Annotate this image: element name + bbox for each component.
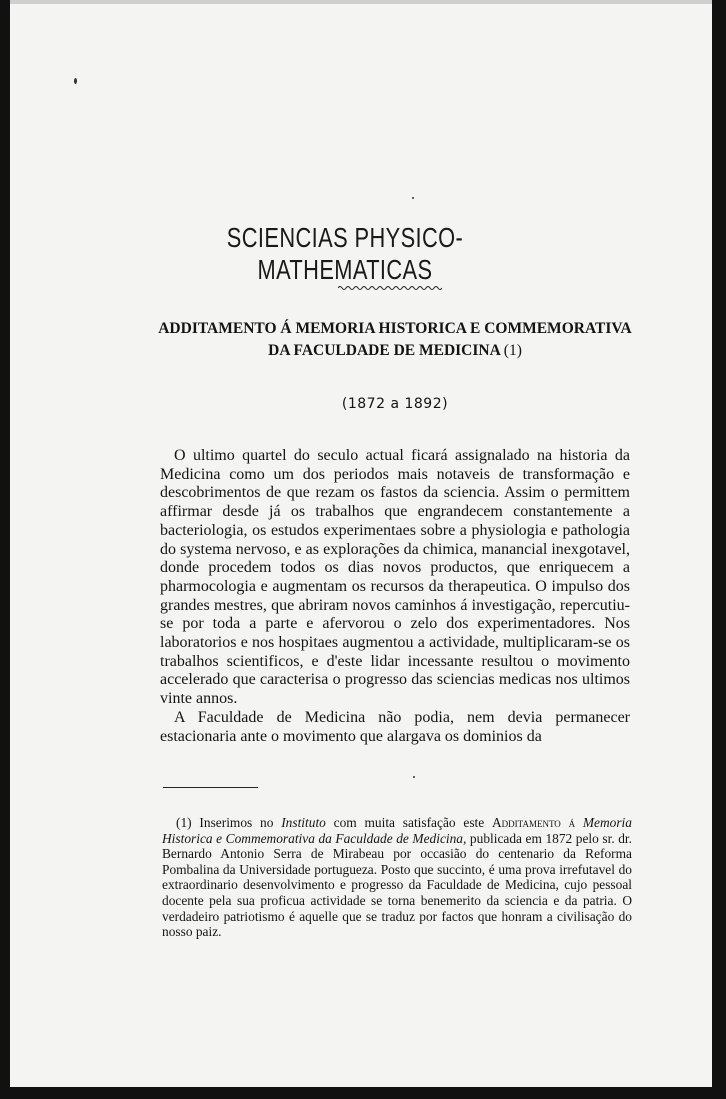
section-title: SCIENCIAS PHYSICO-MATHEMATICAS [226, 222, 464, 285]
scan-speck [413, 776, 415, 778]
scan-right-border [712, 0, 726, 1099]
footnote-text-c: publicada em 1872 pelo sr. dr. Bernardo Antonio Serra de Mirabeau por occasião do centenario da Reforma Pombalina da Universidade portugueza. Posto que succinto, é uma prova irrefutavel do extraordinario desenvolvimento e progresso da Faculdade de Medicina, cujo pessoal docente pela sua proficua actividade se torna benemerito da sciencia e da patria. O verdadeiro patriotismo é aquelle que se traduz por factos que honram a civilisação do nosso paiz. [162, 830, 632, 940]
footnote-separator [163, 787, 258, 788]
footnote-text-b: com muita satisfação este [333, 815, 485, 830]
scan-speck [74, 78, 77, 84]
scan-left-border [0, 0, 10, 1099]
article-title-line2-text: DA FACULDADE DE MEDICINA [268, 342, 500, 359]
footnote-smallcaps-title: Additamento á [492, 815, 576, 830]
footnote-work-title: Memoria Historica e Commemorativa da Faculdade de Medicina, [162, 815, 632, 846]
paragraph-2: A Faculdade de Medicina não podia, nem devia permanecer estacionaria ante o movimento que alargava os dominios da [160, 708, 630, 745]
article-title [150, 318, 640, 362]
scan-top-edge [0, 0, 726, 4]
footnote-text-a: Inserimos no [199, 815, 274, 830]
body-text [160, 447, 630, 746]
footnote-paragraph [162, 815, 632, 940]
footnote-reference: (1) [503, 342, 522, 359]
article-title-line2 [150, 340, 640, 362]
scan-speck [412, 197, 414, 199]
scan-bottom-border [0, 1087, 726, 1099]
article-title-line1: ADDITAMENTO Á MEMORIA HISTORICA E COMMEMORATIVA [158, 320, 632, 337]
footnote-journal: Instituto [281, 815, 326, 830]
wavy-divider [338, 285, 442, 291]
footnote-ref: (1) [176, 815, 192, 830]
article-dates: (1872 a 1892) [341, 396, 449, 412]
footnote [162, 815, 632, 940]
paragraph-1: O ultimo quartel do seculo actual ficará assignalado na historia da Medicina como um dos periodos mais notaveis de transformação e descobrimentos de que rezam os fastos da sciencia. Assim o permittem affirmar desde já os trabalhos que engrandecem constantemente a bacteriologia, os estudos experimentaes sobre a physiologia e pathologia do systema nervoso, e as explorações da chimica, manancial inexgotavel, donde procedem todos os dias novos productos, que enriquecem a pharmocologia e augmentam os recursos da therapeutica. O impulso dos grandes mestres, que abriram novos caminhos á investigação, repercutiu-se por toda a parte e afervorou o zelo dos experimentadores. Nos laboratorios e nos hospitaes augmentou a actividade, multiplicaram-se os trabalhos scientificos, e d'este lidar incessante resultou o movimento accelerado que caracterisa o progresso das sciencias medicas nos ultimos vinte annos. [160, 447, 630, 708]
